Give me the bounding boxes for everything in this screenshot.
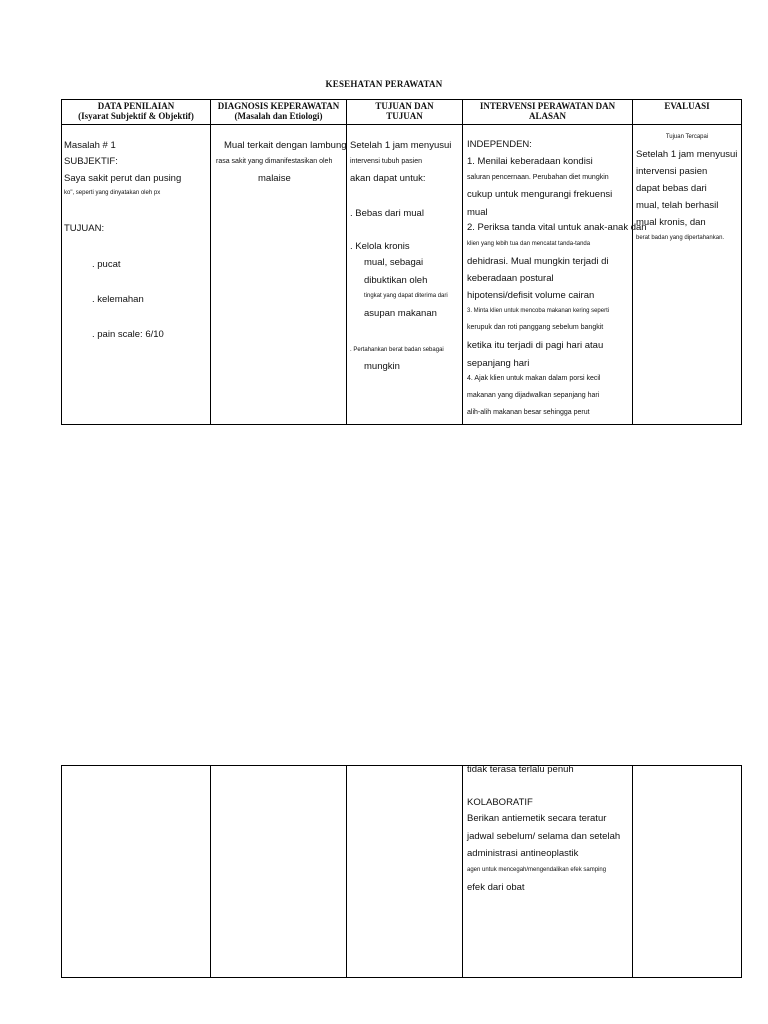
evaluation-text: mual, telah berhasil	[636, 200, 719, 211]
header-data-penilaian: DATA PENILAIAN (Isyarat Subjektif & Objektif)	[78, 101, 194, 121]
intervention-text: 1. Menilai keberadaan kondisi	[467, 156, 593, 167]
intervention-text: 3. Minta klien untuk mencoba makanan kering seperti	[467, 308, 610, 314]
intervention-text: keberadaan postural	[467, 273, 554, 284]
header-diagnosis: DIAGNOSIS KEPERAWATAN (Masalah dan Etiologi)	[217, 101, 340, 121]
header-evaluasi: EVALUASI	[664, 101, 710, 111]
goal-text: intervensi tubuh pasien	[350, 158, 422, 165]
goal-text: Setelah 1 jam menyusui	[350, 140, 452, 151]
intervention-text: ketika itu terjadi di pagi hari atau	[467, 340, 604, 351]
diagnosis-text: rasa sakit yang dimanifestasikan oleh	[216, 158, 333, 165]
header-intervensi: INTERVENSI PERAWATAN DAN ALASAN	[479, 101, 616, 121]
objective-item: . pain scale: 6/10	[92, 329, 164, 340]
intervention-text: makanan yang dijadwalkan sepanjang hari	[467, 392, 600, 399]
goal-item: . Pertahankan berat badan sebagai	[350, 347, 444, 353]
objective-item: . kelemahan	[92, 294, 144, 305]
intervention-text: cukup untuk mengurangi frekuensi	[467, 189, 613, 200]
goal-item: asupan makanan	[364, 308, 437, 319]
intervention-text: 4. Ajak klien untuk makan dalam porsi kecil	[467, 375, 601, 382]
kolaboratif-label: KOLABORATIF	[467, 797, 533, 808]
tujuan-tercapai: Tujuan Tercapai	[665, 134, 709, 140]
masalah-label: Masalah # 1	[64, 140, 116, 151]
evaluation-text: dapat bebas dari	[636, 183, 707, 194]
subjektif-text: Saya sakit perut dan pusing	[64, 173, 182, 184]
evaluation-text: Setelah 1 jam menyusui	[636, 149, 738, 160]
goal-item: mungkin	[364, 361, 400, 372]
independen-label: INDEPENDEN:	[467, 139, 532, 150]
intervention-text: 2. Periksa tanda vital untuk anak-anak dan	[467, 222, 647, 233]
intervention-text: alih-alih makanan besar sehingga perut	[467, 409, 590, 416]
goal-item: tingkat yang dapat diterima dari	[364, 293, 448, 299]
evaluation-text: intervensi pasien	[636, 166, 708, 177]
subjektif-note: ko", seperti yang dinyatakan oleh px	[64, 190, 161, 196]
tujuan-label: TUJUAN:	[64, 223, 105, 234]
intervention-text: saluran pencernaan. Perubahan diet mungkin	[467, 174, 609, 181]
intervention-text: efek dari obat	[467, 882, 525, 893]
document-title: KESEHATAN PERAWATAN	[325, 79, 443, 89]
evaluation-text: berat badan yang dipertahankan.	[636, 235, 725, 241]
intervention-text: hipotensi/defisit volume cairan	[467, 290, 595, 301]
intervention-text: jadwal sebelum/ selama dan setelah	[467, 831, 621, 842]
intervention-text: agen untuk mencegah/mengendalikan efek samping	[467, 867, 607, 873]
intervention-text: sepanjang hari	[467, 358, 530, 369]
intervention-text: mual	[467, 207, 488, 218]
goal-item: . Kelola kronis	[350, 241, 410, 252]
goal-item: . Bebas dari mual	[350, 208, 424, 219]
objective-item: . pucat	[92, 259, 121, 270]
intervention-text: kerupuk dan roti panggang sebelum bangkit	[467, 324, 604, 331]
intervention-text: tidak terasa terlalu penuh	[467, 764, 574, 775]
diagnosis-text: malaise	[258, 173, 291, 184]
intervention-text: dehidrasi. Mual mungkin terjadi di	[467, 256, 609, 267]
diagnosis-text: Mual terkait dengan lambung	[224, 140, 347, 151]
intervention-text: Berikan antiemetik secara teratur	[467, 813, 607, 824]
intervention-text: klien yang lebih tua dan mencatat tanda-tanda	[467, 241, 591, 247]
goal-item: mual, sebagai	[364, 257, 424, 268]
goal-text: akan dapat untuk:	[350, 173, 426, 184]
intervention-text: administrasi antineoplastik	[467, 848, 579, 859]
goal-item: dibuktikan oleh	[364, 275, 428, 286]
evaluation-text: mual kronis, dan	[636, 217, 706, 228]
subjektif-label: SUBJEKTIF:	[64, 156, 118, 167]
header-tujuan: TUJUAN DAN TUJUAN	[375, 101, 434, 121]
